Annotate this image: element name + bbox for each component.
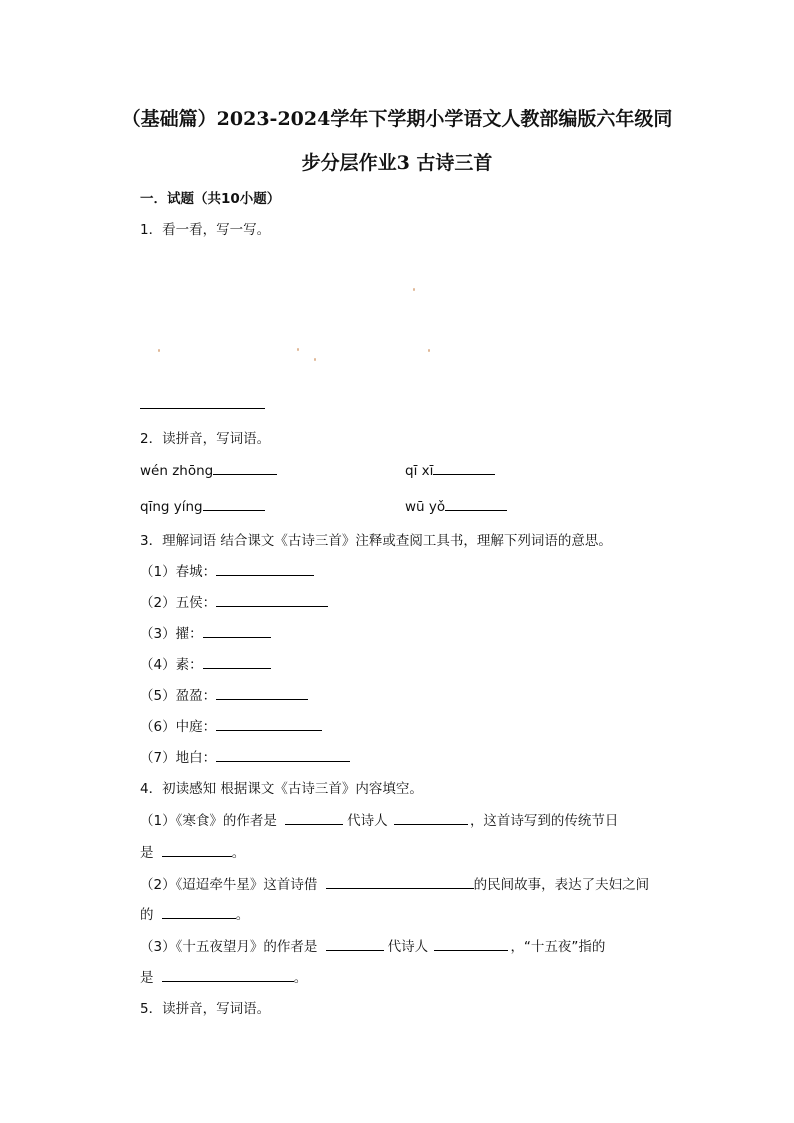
sentence-text: 代诗人 <box>387 939 429 955</box>
vocab-label: （3）擢： <box>140 626 203 642</box>
question-4-label: 4．初读感知 根据课文《古诗三首》内容填空。 <box>140 781 423 797</box>
image-speck <box>428 349 430 352</box>
answer-blank[interactable] <box>326 874 474 889</box>
sentence-text: （3）《十五夜望月》的作者是 <box>140 939 318 955</box>
pinyin-item <box>140 496 265 515</box>
section-heading: 一．试题（共10小题） <box>140 191 281 207</box>
pinyin-text: wū yǒ <box>405 499 446 515</box>
fill-sentence-3-cont <box>140 966 307 986</box>
fill-sentence-1 <box>140 809 618 829</box>
answer-blank[interactable] <box>203 654 271 669</box>
pinyin-item <box>405 460 495 479</box>
answer-blank[interactable] <box>394 810 468 825</box>
answer-blank[interactable] <box>434 936 508 951</box>
answer-blank[interactable] <box>203 496 265 511</box>
sentence-text: ，这首诗写到的传统节日 <box>469 813 619 829</box>
pinyin-item <box>140 460 277 479</box>
vocab-item <box>140 560 314 580</box>
pinyin-text: qī xī <box>405 463 434 479</box>
fill-sentence-2-cont <box>140 903 249 923</box>
answer-blank[interactable] <box>216 561 314 576</box>
answer-blank[interactable] <box>326 936 384 951</box>
sentence-text: ，“十五夜”指的 <box>510 939 606 955</box>
vocab-label: （5）盈盈： <box>140 688 217 704</box>
answer-blank[interactable] <box>162 842 232 857</box>
vocab-item <box>140 622 271 642</box>
sentence-text: 是 <box>140 970 154 986</box>
vocab-label: （4）素： <box>140 657 203 673</box>
image-speck <box>413 288 415 291</box>
answer-blank[interactable] <box>216 747 350 762</box>
question-1-answer-line[interactable] <box>140 408 265 409</box>
pinyin-text: wén zhōng <box>140 463 214 479</box>
answer-blank[interactable] <box>433 460 495 475</box>
vocab-item <box>140 653 271 673</box>
answer-blank[interactable] <box>285 810 343 825</box>
sentence-text: （2）《迢迢牵牛星》这首诗借 <box>140 877 318 893</box>
answer-blank[interactable] <box>162 904 236 919</box>
vocab-label: （7）地白： <box>140 750 217 766</box>
vocab-item <box>140 715 322 735</box>
vocab-item <box>140 684 308 704</box>
question-5-label: 5．读拼音，写词语。 <box>140 1001 271 1017</box>
vocab-label: （2）五侯： <box>140 595 217 611</box>
answer-blank[interactable] <box>445 496 507 511</box>
sentence-text: 是 <box>140 845 154 861</box>
sentence-text: 。 <box>235 907 250 923</box>
fill-sentence-1-cont <box>140 841 245 861</box>
answer-blank[interactable] <box>216 685 308 700</box>
answer-blank[interactable] <box>162 967 294 982</box>
document-title-line-1: （基础篇）2023-2024学年下学期小学语文人教部编版六年级同 <box>121 108 673 130</box>
answer-blank[interactable] <box>216 716 322 731</box>
vocab-label: （6）中庭： <box>140 719 217 735</box>
question-3-label: 3．理解词语 结合课文《古诗三首》注释或查阅工具书，理解下列词语的意思。 <box>140 533 612 549</box>
sentence-text: 。 <box>293 970 308 986</box>
sentence-text: 的 <box>140 907 154 923</box>
document-title-line-2: 步分层作业3 古诗三首 <box>301 152 493 174</box>
fill-sentence-3 <box>140 935 605 955</box>
image-speck <box>158 349 160 352</box>
question-1-label: 1．看一看，写一写。 <box>140 222 271 238</box>
vocab-item <box>140 591 328 611</box>
answer-blank[interactable] <box>216 592 328 607</box>
pinyin-item <box>405 496 507 515</box>
image-speck <box>314 358 316 361</box>
vocab-item <box>140 746 350 766</box>
answer-blank[interactable] <box>213 460 277 475</box>
question-2-label: 2．读拼音，写词语。 <box>140 431 271 447</box>
sentence-text: 。 <box>231 845 246 861</box>
fill-sentence-2 <box>140 873 649 893</box>
sentence-text: 的民间故事，表达了夫妇之间 <box>473 877 650 893</box>
vocab-label: （1）春城： <box>140 564 217 580</box>
answer-blank[interactable] <box>203 623 271 638</box>
sentence-text: 代诗人 <box>347 813 388 829</box>
sentence-text: （1）《寒食》的作者是 <box>140 813 277 829</box>
image-speck <box>297 348 299 351</box>
pinyin-text: qīng yíng <box>140 499 203 515</box>
